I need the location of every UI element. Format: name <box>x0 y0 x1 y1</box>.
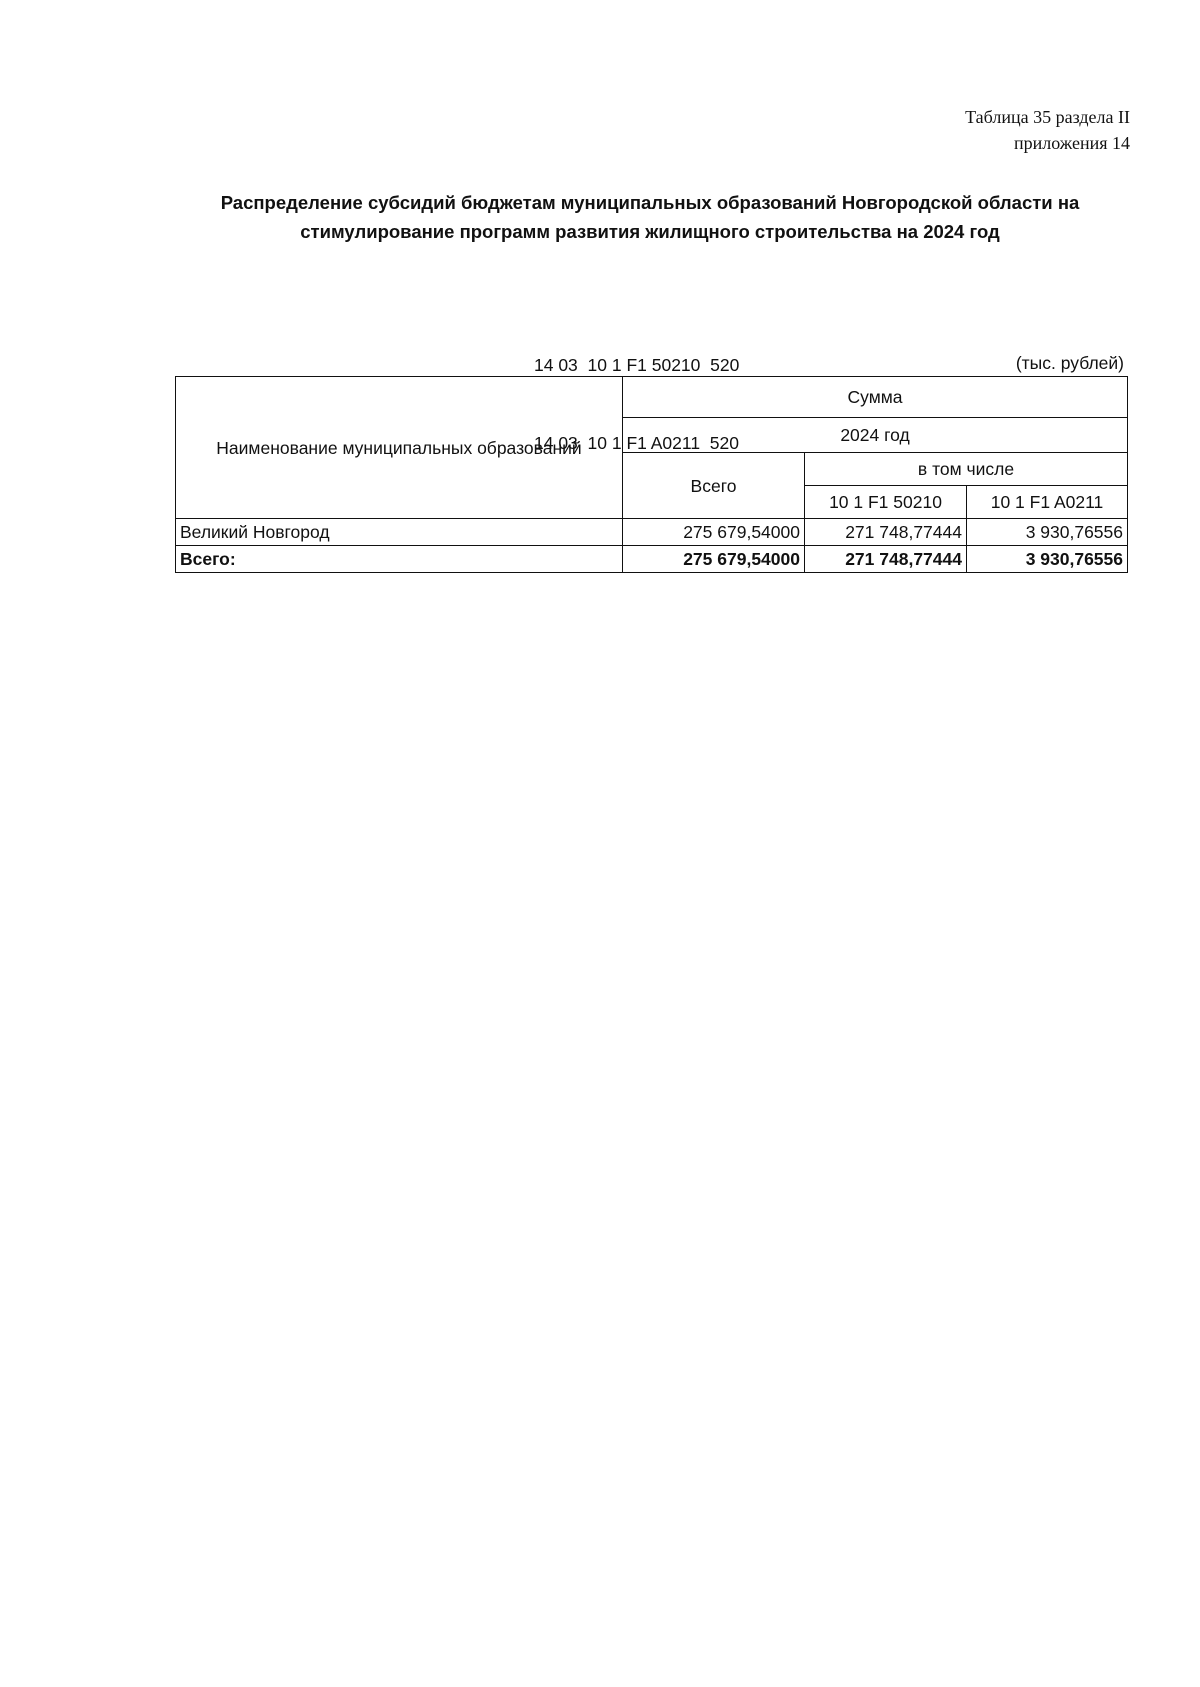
title-line-1: Распределение субсидий бюджетам муниципальных образований Новгородской области на <box>220 192 1080 213</box>
code-column-header-1: 10 1 F1 50210 <box>805 486 967 519</box>
grand-total-value: 275 679,54000 <box>623 546 805 573</box>
table-number-label: Таблица 35 раздела II <box>965 107 1130 127</box>
subsidy-table <box>175 376 1128 573</box>
title-line-2: стимулирование программ развития жилищного строительства на 2024 год <box>300 221 1000 242</box>
sum-header: Сумма <box>623 377 1128 418</box>
table-reference <box>965 104 1130 156</box>
year-header: 2024 год <box>623 418 1128 453</box>
municipality-column-header: Наименование муниципальных образований <box>176 377 623 519</box>
including-header: в том числе <box>805 453 1128 486</box>
grand-total-code1-value: 271 748,77444 <box>805 546 967 573</box>
budget-code-2: 14 03 10 1 F1 A0211 520 <box>534 433 739 453</box>
row-code2-value: 3 930,76556 <box>967 519 1128 546</box>
municipality-name: Великий Новгород <box>176 519 623 546</box>
grand-total-code2-value: 3 930,76556 <box>967 546 1128 573</box>
unit-label: (тыс. рублей) <box>1015 353 1124 373</box>
budget-code-1: 14 03 10 1 F1 50210 520 <box>534 355 740 375</box>
header-row-sum <box>176 377 1128 418</box>
total-label: Всего: <box>176 546 623 573</box>
total-column-header: Всего <box>623 453 805 519</box>
code-column-header-2: 10 1 F1 A0211 <box>967 486 1128 519</box>
row-total-value: 275 679,54000 <box>623 519 805 546</box>
table-row <box>176 519 1128 546</box>
document-title <box>160 188 1140 246</box>
row-code1-value: 271 748,77444 <box>805 519 967 546</box>
appendix-label: приложения 14 <box>1013 133 1130 153</box>
total-row <box>176 546 1128 573</box>
